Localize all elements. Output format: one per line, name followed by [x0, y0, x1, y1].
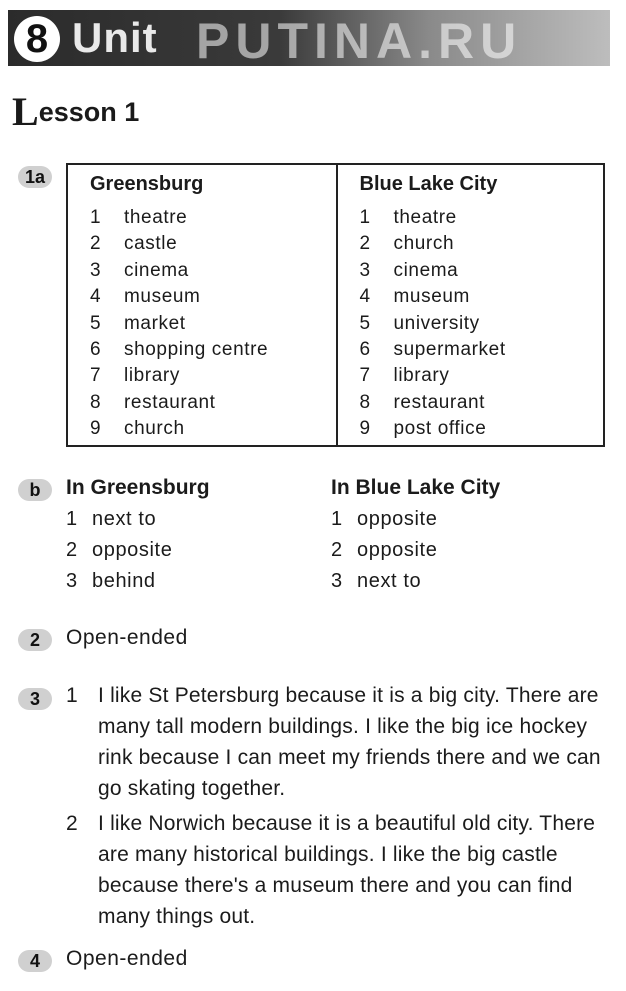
- item-number: 3: [359, 259, 371, 281]
- item-number: 2: [90, 233, 102, 255]
- list-item: [360, 231, 604, 257]
- list-item: [360, 363, 604, 389]
- column-list: [90, 205, 336, 443]
- item-number: 1: [66, 508, 78, 530]
- item-number: 5: [359, 312, 371, 334]
- exercise-3-answers: [66, 680, 614, 936]
- list-item: [331, 504, 500, 535]
- item-number: 4: [359, 286, 371, 308]
- item-text: castle: [124, 233, 178, 255]
- item-text: post office: [393, 418, 487, 440]
- item-text: theatre: [124, 207, 188, 228]
- answers-list: [331, 504, 500, 597]
- watermark: PUTINA.RU: [196, 13, 523, 69]
- item-number: 7: [359, 365, 371, 387]
- item-number: 3: [66, 570, 78, 592]
- exercise-badge-3: 3: [18, 688, 52, 710]
- item-text: museum: [393, 286, 470, 308]
- column-heading: Blue Lake City: [359, 173, 498, 195]
- unit-title: Unit: [72, 14, 158, 61]
- item-text: opposite: [357, 508, 438, 530]
- list-item: [66, 808, 614, 932]
- item-number: 3: [331, 570, 343, 592]
- item-text: I like Norwich because it is a beautiful old city. There are many historical buildings. I like the big castle because there's a museum there and you can find many things out.: [98, 812, 596, 928]
- item-text: supermarket: [393, 338, 506, 360]
- item-text: behind: [92, 570, 156, 592]
- exercise-badge-1a: 1a: [18, 166, 52, 188]
- answer-table-1a: [66, 163, 605, 447]
- item-text: next to: [357, 570, 422, 592]
- lesson-title-rest: esson 1: [38, 97, 140, 127]
- table-column-blue-lake-city: [336, 165, 604, 445]
- list-item: [90, 390, 336, 416]
- exercise-badge-2: 2: [18, 629, 52, 651]
- list-item: [90, 311, 336, 337]
- item-number: 1: [90, 207, 102, 228]
- list-item: [90, 205, 336, 231]
- item-text: library: [393, 365, 450, 387]
- list-item: [90, 258, 336, 284]
- lesson-initial: L: [12, 89, 39, 134]
- list-item: [331, 535, 500, 566]
- list-item: [66, 680, 614, 804]
- list-item: [66, 504, 210, 535]
- item-number: 6: [90, 338, 102, 360]
- item-text: church: [124, 418, 185, 440]
- answers-blue-lake-city: [331, 476, 500, 597]
- unit-number: 8: [14, 16, 60, 62]
- list-item: [360, 284, 604, 310]
- item-number: 3: [90, 259, 102, 281]
- column-list: [360, 205, 604, 443]
- item-number: 5: [90, 312, 102, 334]
- item-text: I like St Petersburg because it is a big city. There are many tall modern buildings. I like the big ice hockey rink because I can meet my friends there and we can go skating together.: [98, 684, 601, 800]
- item-text: opposite: [92, 539, 173, 561]
- item-number: 8: [90, 391, 102, 413]
- answers-greensburg: [66, 476, 210, 597]
- item-number: 1: [331, 508, 343, 530]
- list-item: [360, 390, 604, 416]
- item-number: 7: [90, 365, 102, 387]
- list-item: [360, 337, 604, 363]
- item-number: 4: [90, 286, 102, 308]
- table-column-greensburg: [68, 165, 336, 445]
- item-text: restaurant: [393, 391, 486, 413]
- item-text: cinema: [393, 259, 459, 281]
- item-number: 9: [359, 418, 371, 440]
- list-item: [90, 337, 336, 363]
- item-text: opposite: [357, 539, 438, 561]
- list-item: [90, 416, 336, 442]
- exercise-4-answer: Open-ended: [66, 947, 188, 970]
- item-text: library: [124, 365, 180, 387]
- list-item: [360, 258, 604, 284]
- list-item: [360, 311, 604, 337]
- exercise-badge-1b: b: [18, 479, 52, 501]
- item-number: 2: [331, 539, 343, 561]
- item-number: 8: [359, 391, 371, 413]
- list-item: [90, 231, 336, 257]
- item-text: university: [393, 312, 480, 334]
- item-text: church: [393, 233, 455, 255]
- lesson-title: [12, 88, 139, 135]
- item-number: 2: [66, 539, 78, 561]
- exercise-badge-4: 4: [18, 950, 52, 972]
- item-text: museum: [124, 286, 201, 308]
- exercise-2-answer: Open-ended: [66, 626, 188, 649]
- answers-heading: In Blue Lake City: [331, 476, 501, 499]
- answers-list: [66, 504, 210, 597]
- answers-heading: In Greensburg: [66, 476, 210, 499]
- list-item: [90, 363, 336, 389]
- item-text: market: [124, 312, 186, 334]
- list-item: [360, 205, 604, 231]
- item-text: next to: [92, 508, 157, 530]
- item-number: 1: [359, 207, 371, 228]
- item-number: 2: [359, 233, 371, 255]
- item-text: cinema: [124, 259, 189, 281]
- list-item: [90, 284, 336, 310]
- item-number: 1: [66, 684, 78, 707]
- item-number: 9: [90, 418, 102, 440]
- item-text: theatre: [393, 207, 457, 228]
- list-item: [66, 535, 210, 566]
- list-item: [360, 416, 604, 442]
- list-item: [331, 566, 500, 597]
- item-text: restaurant: [124, 391, 216, 413]
- column-heading: Greensburg: [90, 173, 204, 195]
- item-number: 2: [66, 812, 78, 835]
- item-number: 6: [359, 338, 371, 360]
- item-text: shopping centre: [124, 338, 269, 360]
- list-item: [66, 566, 210, 597]
